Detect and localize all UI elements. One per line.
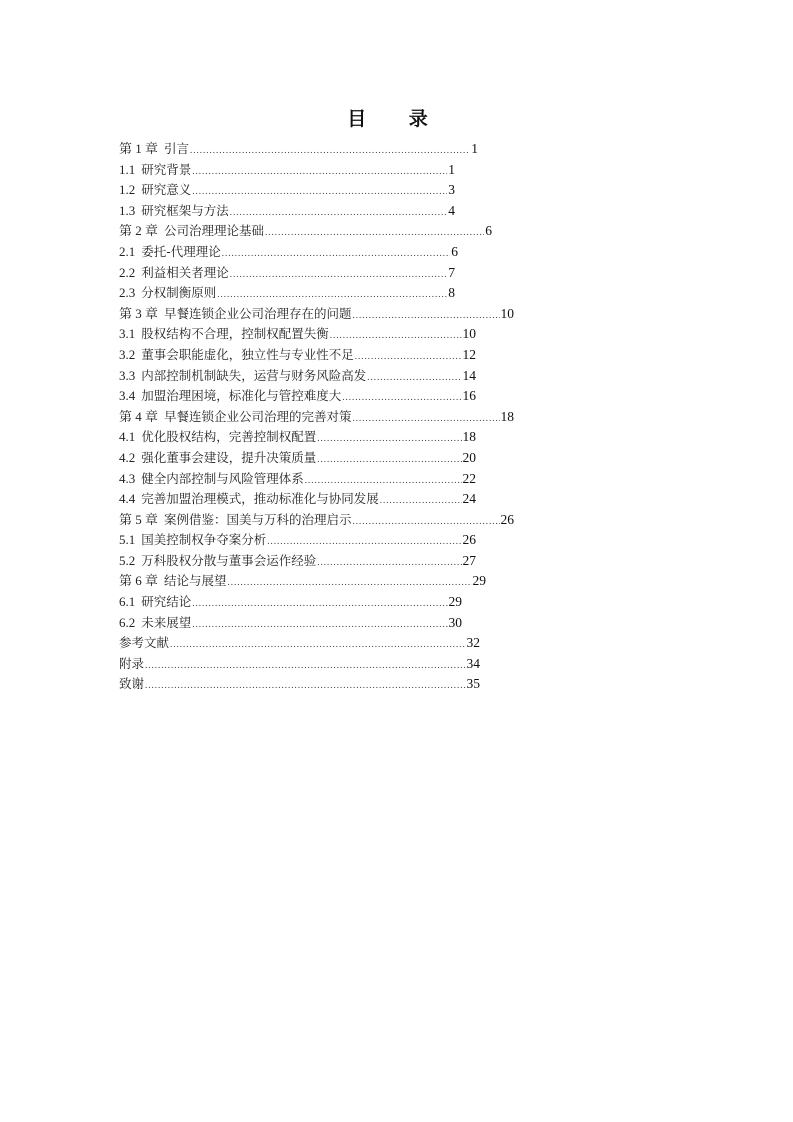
toc-entry[interactable] bbox=[119, 180, 455, 201]
toc-entry-page-number: 29 bbox=[448, 594, 462, 610]
toc-dot-leader bbox=[267, 531, 461, 551]
toc-entry-page-number: 6 bbox=[485, 223, 492, 239]
toc-entry[interactable] bbox=[119, 551, 476, 572]
toc-entry[interactable] bbox=[119, 530, 476, 551]
toc-entry-label bbox=[119, 201, 229, 222]
toc-entry-title: 结论与展望 bbox=[164, 573, 227, 589]
toc-entry[interactable] bbox=[119, 366, 476, 387]
toc-dot-leader bbox=[228, 572, 472, 592]
toc-entry-label bbox=[119, 324, 329, 345]
toc-entry-title: 利益相关者理论 bbox=[141, 264, 229, 280]
toc-entry-number: 4.2 bbox=[119, 449, 136, 465]
toc-entry-title: 完善加盟治理模式，推动标准化与协同发展 bbox=[141, 491, 379, 507]
toc-entry-label bbox=[119, 633, 169, 654]
toc-entry-number: 5.1 bbox=[119, 532, 136, 548]
toc-entry-number: 2.3 bbox=[119, 285, 136, 301]
toc-entry-page-number: 14 bbox=[462, 367, 476, 383]
toc-entry[interactable] bbox=[119, 160, 455, 181]
toc-dot-leader bbox=[353, 408, 500, 428]
toc-dot-leader bbox=[192, 593, 447, 613]
toc-entry[interactable] bbox=[119, 221, 492, 242]
toc-entry-title: 引言 bbox=[164, 141, 190, 156]
toc-entry-title: 致谢 bbox=[119, 676, 145, 692]
toc-entry[interactable] bbox=[119, 139, 478, 160]
toc-entry-label bbox=[119, 160, 191, 181]
toc-entry-title: 公司治理理论基础 bbox=[164, 223, 265, 239]
toc-entry-page-number: 26 bbox=[500, 511, 514, 527]
toc-entry-title: 研究背景 bbox=[141, 161, 192, 177]
toc-entry-title: 研究意义 bbox=[141, 182, 192, 198]
toc-entry-page-number: 34 bbox=[466, 655, 480, 671]
toc-entry-page-number: 1 bbox=[471, 141, 478, 156]
toc-entry-label bbox=[119, 366, 366, 387]
toc-dot-leader bbox=[380, 490, 462, 510]
toc-dot-leader bbox=[342, 387, 461, 407]
toc-entry-label bbox=[119, 427, 316, 448]
toc-entry-label bbox=[119, 304, 352, 325]
toc-dot-leader bbox=[265, 222, 484, 242]
toc-entry-title: 委托-代理理论 bbox=[141, 243, 221, 259]
toc-entry-number: 第 4 章 bbox=[119, 408, 159, 424]
toc-entry[interactable] bbox=[119, 283, 455, 304]
toc-title: 目 录 bbox=[347, 108, 446, 130]
toc-entry-page-number: 26 bbox=[462, 532, 476, 548]
toc-entry-number: 4.4 bbox=[119, 491, 136, 507]
toc-entry-title: 优化股权结构，完善控制权配置 bbox=[141, 429, 317, 445]
toc-entry-page-number: 6 bbox=[451, 243, 458, 259]
toc-entry-title: 分权制衡原则 bbox=[141, 285, 217, 301]
toc-entry[interactable] bbox=[119, 427, 476, 448]
toc-entry-number: 1.1 bbox=[119, 161, 136, 177]
toc-entry-label bbox=[119, 613, 191, 634]
toc-dot-leader bbox=[230, 202, 447, 222]
toc-entry-number: 2.1 bbox=[119, 243, 136, 259]
toc-entry-title: 万科股权分散与董事会运作经验 bbox=[141, 552, 317, 568]
toc-dot-leader bbox=[192, 614, 447, 634]
toc-entry-label bbox=[119, 489, 379, 510]
toc-entry-page-number: 10 bbox=[500, 305, 514, 321]
toc-entry[interactable] bbox=[119, 674, 480, 695]
toc-dot-leader bbox=[192, 161, 447, 181]
toc-entry-label bbox=[119, 407, 352, 428]
toc-entry-page-number: 20 bbox=[462, 449, 476, 465]
toc-entry-label bbox=[119, 571, 227, 592]
toc-dot-leader bbox=[367, 367, 461, 387]
toc-entry-number: 1.3 bbox=[119, 202, 136, 218]
toc-entry-label bbox=[119, 551, 316, 572]
toc-entry[interactable] bbox=[119, 613, 462, 634]
toc-dot-leader bbox=[317, 449, 461, 469]
toc-entry-number: 第 5 章 bbox=[119, 511, 159, 527]
toc-entry-page-number: 16 bbox=[462, 388, 476, 404]
toc-entry-page-number: 8 bbox=[448, 285, 455, 301]
toc-entry-label bbox=[119, 180, 191, 201]
toc-entry-title: 未来展望 bbox=[141, 614, 192, 630]
toc-dot-leader bbox=[305, 470, 462, 490]
toc-entry[interactable] bbox=[119, 448, 476, 469]
toc-entry-number: 3.2 bbox=[119, 346, 136, 362]
toc-dot-leader bbox=[330, 325, 462, 345]
toc-list bbox=[119, 139, 514, 695]
toc-dot-leader bbox=[230, 264, 447, 284]
toc-entry-title: 强化董事会建设，提升决策质量 bbox=[141, 449, 317, 465]
toc-dot-leader bbox=[317, 552, 461, 572]
toc-entry-title: 股权结构不合理，控制权配置失衡 bbox=[141, 326, 329, 342]
toc-entry-number: 2.2 bbox=[119, 264, 136, 280]
toc-entry[interactable] bbox=[119, 510, 514, 531]
toc-entry-number: 6.2 bbox=[119, 614, 136, 630]
toc-entry-number: 第 1 章 bbox=[119, 141, 159, 156]
toc-entry[interactable] bbox=[119, 242, 458, 263]
toc-entry-page-number: 29 bbox=[472, 573, 486, 589]
toc-entry-label bbox=[119, 263, 229, 284]
toc-entry-title: 案例借鉴：国美与万科的治理启示 bbox=[164, 511, 352, 527]
toc-entry-title: 健全内部控制与风险管理体系 bbox=[141, 470, 304, 486]
toc-entry[interactable] bbox=[119, 633, 480, 654]
toc-entry[interactable] bbox=[119, 571, 486, 592]
toc-entry-title: 内部控制机制缺失，运营与财务风险高发 bbox=[141, 367, 367, 383]
toc-dot-leader bbox=[145, 655, 465, 675]
toc-dot-leader bbox=[190, 140, 470, 160]
toc-entry-title: 早餐连锁企业公司治理存在的问题 bbox=[164, 305, 352, 321]
toc-entry-title: 附录 bbox=[119, 655, 145, 671]
toc-entry[interactable] bbox=[119, 407, 514, 428]
toc-entry-label bbox=[119, 592, 191, 613]
toc-dot-leader bbox=[170, 634, 465, 654]
toc-entry-title: 早餐连锁企业公司治理的完善对策 bbox=[164, 408, 352, 424]
toc-entry-label bbox=[119, 530, 266, 551]
toc-dot-leader bbox=[145, 675, 465, 695]
toc-entry[interactable] bbox=[119, 345, 476, 366]
toc-entry-number: 第 6 章 bbox=[119, 573, 159, 589]
toc-entry-page-number: 24 bbox=[462, 491, 476, 507]
toc-entry-label bbox=[119, 139, 189, 160]
toc-entry-number: 3.3 bbox=[119, 367, 136, 383]
toc-dot-leader bbox=[217, 284, 447, 304]
toc-entry[interactable] bbox=[119, 469, 476, 490]
toc-entry-number: 6.1 bbox=[119, 594, 136, 610]
toc-entry-number: 3.1 bbox=[119, 326, 136, 342]
toc-entry[interactable] bbox=[119, 489, 476, 510]
toc-entry-number: 第 2 章 bbox=[119, 223, 159, 239]
toc-entry-title: 国美控制权争夺案分析 bbox=[141, 532, 267, 548]
toc-entry[interactable] bbox=[119, 201, 455, 222]
toc-dot-leader bbox=[222, 243, 450, 263]
toc-entry[interactable] bbox=[119, 324, 476, 345]
toc-entry-page-number: 1 bbox=[448, 161, 455, 177]
toc-entry[interactable] bbox=[119, 592, 462, 613]
toc-entry-page-number: 35 bbox=[466, 676, 480, 692]
toc-entry-title: 参考文献 bbox=[119, 635, 170, 651]
toc-entry-page-number: 10 bbox=[462, 326, 476, 342]
toc-entry-label bbox=[119, 674, 144, 695]
toc-entry[interactable] bbox=[119, 386, 476, 407]
toc-entry-label bbox=[119, 283, 216, 304]
toc-entry[interactable] bbox=[119, 654, 480, 675]
toc-entry-label bbox=[119, 510, 352, 531]
toc-entry-number: 4.3 bbox=[119, 470, 136, 486]
toc-entry-page-number: 4 bbox=[448, 202, 455, 218]
toc-entry-number: 1.2 bbox=[119, 182, 136, 198]
toc-entry-title: 研究结论 bbox=[141, 594, 192, 610]
toc-entry-label bbox=[119, 448, 316, 469]
toc-entry-page-number: 30 bbox=[448, 614, 462, 630]
toc-entry-number: 第 3 章 bbox=[119, 305, 159, 321]
toc-dot-leader bbox=[355, 346, 462, 366]
toc-entry-page-number: 27 bbox=[462, 552, 476, 568]
toc-dot-leader bbox=[317, 428, 461, 448]
toc-entry-number: 5.2 bbox=[119, 552, 136, 568]
toc-entry-page-number: 22 bbox=[462, 470, 476, 486]
toc-entry-page-number: 3 bbox=[448, 182, 455, 198]
toc-dot-leader bbox=[353, 305, 500, 325]
toc-entry[interactable] bbox=[119, 263, 455, 284]
toc-entry-label bbox=[119, 386, 341, 407]
toc-entry-title: 董事会职能虚化，独立性与专业性不足 bbox=[141, 346, 354, 362]
toc-entry-label bbox=[119, 242, 221, 263]
toc-entry-page-number: 7 bbox=[448, 264, 455, 280]
toc-entry[interactable] bbox=[119, 304, 514, 325]
toc-entry-page-number: 12 bbox=[462, 346, 476, 362]
toc-entry-label bbox=[119, 469, 304, 490]
toc-dot-leader bbox=[192, 181, 447, 201]
toc-entry-title: 加盟治理困境，标准化与管控难度大 bbox=[141, 388, 342, 404]
toc-entry-label bbox=[119, 654, 144, 675]
toc-entry-number: 4.1 bbox=[119, 429, 136, 445]
toc-entry-number: 3.4 bbox=[119, 388, 136, 404]
toc-entry-page-number: 18 bbox=[462, 429, 476, 445]
toc-entry-label bbox=[119, 221, 264, 242]
toc-entry-page-number: 18 bbox=[500, 408, 514, 424]
toc-entry-label bbox=[119, 345, 354, 366]
toc-entry-title: 研究框架与方法 bbox=[141, 202, 229, 218]
toc-entry-page-number: 32 bbox=[466, 635, 480, 651]
toc-dot-leader bbox=[353, 511, 500, 531]
